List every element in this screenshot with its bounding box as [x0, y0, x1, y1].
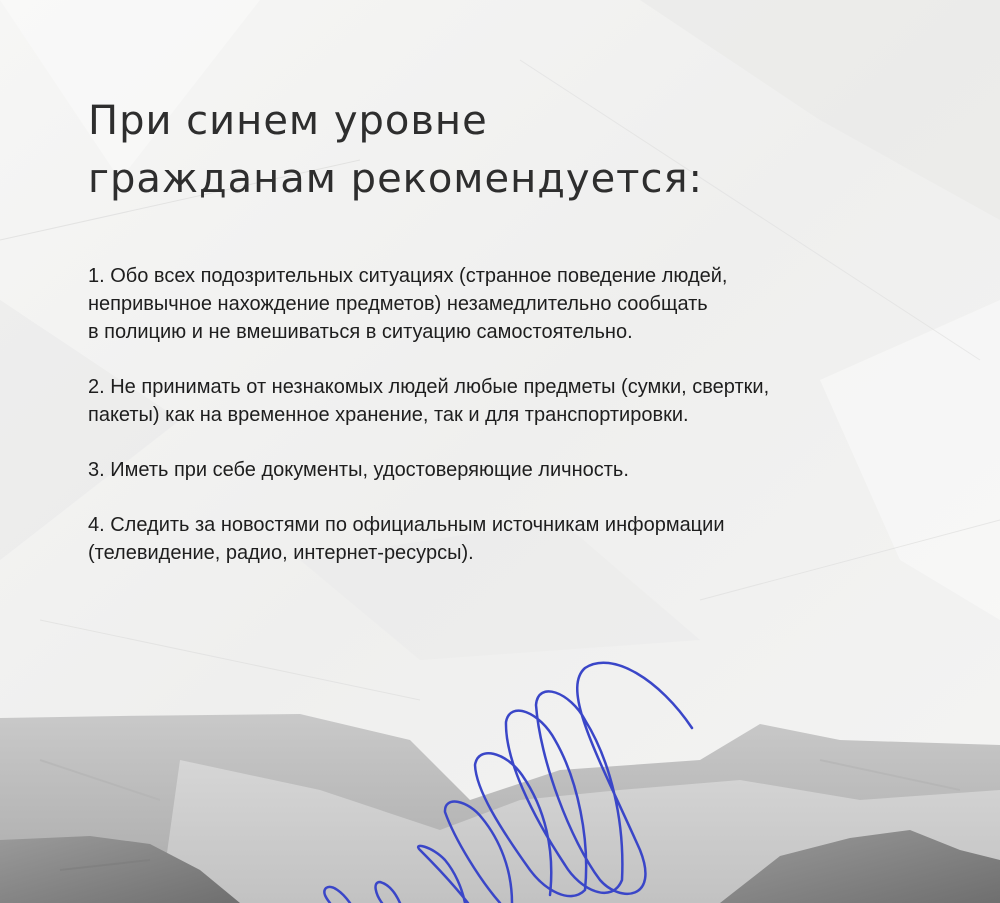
title-line-2: гражданам рекомендуется: — [88, 156, 704, 202]
title-line-1: При синем уровне — [88, 98, 488, 144]
list-item-line: 1. Обо всех подозрительных ситуациях (странное поведение людей, — [88, 265, 728, 287]
list-item-line: пакеты) как на временное хранение, так и для транспортировки. — [88, 404, 689, 426]
list-item-line: 3. Иметь при себе документы, удостоверяющие личность. — [88, 459, 629, 481]
list-item-line: 2. Не принимать от незнакомых людей любые предметы (сумки, свертки, — [88, 376, 770, 398]
list-item-line: (телевидение, радио, интернет-ресурсы). — [88, 542, 474, 564]
list-item-line: непривычное нахождение предметов) незамедлительно сообщать — [88, 293, 708, 315]
list-item-line: 4. Следить за новостями по официальным источникам информации — [88, 514, 725, 536]
list-item-line: в полицию и не вмешиваться в ситуацию самостоятельно. — [88, 321, 633, 343]
